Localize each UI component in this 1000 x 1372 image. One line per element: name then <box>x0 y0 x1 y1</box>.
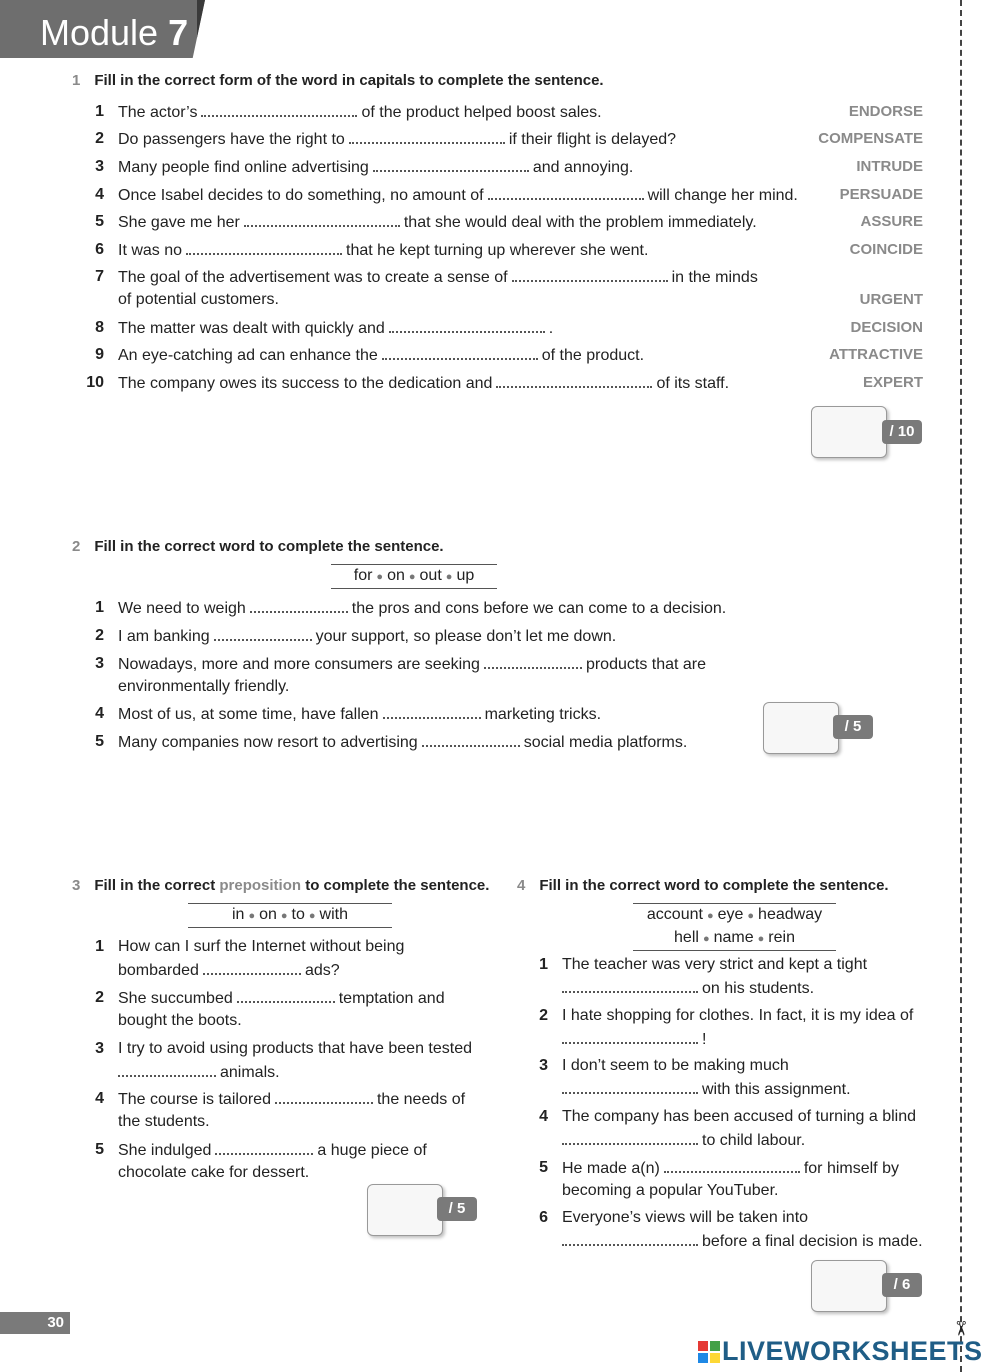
answer-blank[interactable] <box>118 1063 216 1077</box>
capital-word: COMPENSATE <box>818 130 923 147</box>
capital-word: ENDORSE <box>848 103 923 120</box>
capital-word: DECISION <box>850 319 923 336</box>
capital-word: PERSUADE <box>839 186 923 203</box>
page-number: 30 <box>0 1312 70 1334</box>
answer-blank[interactable] <box>215 1141 313 1155</box>
list-item: 7 The goal of the advertisement was to create a sense of in the minds of potential customers. URGENT <box>95 268 923 308</box>
answer-blank[interactable] <box>373 158 529 172</box>
answer-blank[interactable] <box>422 733 520 747</box>
answer-blank[interactable] <box>488 186 644 200</box>
ex2-instruction: 2 Fill in the correct word to complete the sentence. <box>72 538 444 555</box>
score-total: / 5 <box>437 1197 477 1221</box>
word-bank: for ● on ● out ● up <box>331 564 497 589</box>
answer-blank[interactable] <box>383 705 481 719</box>
capital-word: EXPERT <box>862 374 923 391</box>
capital-word: ATTRACTIVE <box>829 346 923 363</box>
answer-blank[interactable] <box>203 961 301 975</box>
answer-blank[interactable] <box>562 1232 698 1246</box>
score-total: / 5 <box>833 715 873 739</box>
scissors-icon: ✂ <box>948 1320 971 1337</box>
ex4-instruction: 4 Fill in the correct word to complete the sentence. <box>517 877 889 894</box>
liveworksheets-logo[interactable]: LIVEWORKSHEETS <box>698 1336 983 1367</box>
score-input[interactable] <box>367 1184 443 1236</box>
answer-blank[interactable] <box>244 213 400 227</box>
answer-blank[interactable] <box>484 655 582 669</box>
cut-line <box>960 0 962 1372</box>
answer-blank[interactable] <box>237 989 335 1003</box>
module-title: Module 7 <box>40 12 189 53</box>
answer-blank[interactable] <box>186 241 342 255</box>
capital-word: ASSURE <box>860 213 923 230</box>
capital-word: INTRUDE <box>856 158 923 175</box>
answer-blank[interactable] <box>250 599 348 613</box>
ex3-instruction: 3 Fill in the correct preposition to complete the sentence. <box>72 877 490 894</box>
answer-blank[interactable] <box>664 1159 800 1173</box>
answer-blank[interactable] <box>389 319 545 333</box>
score-input[interactable] <box>811 1260 887 1312</box>
answer-blank[interactable] <box>214 627 312 641</box>
word-bank: account ● eye ● headway hell ● name ● rein <box>633 903 836 951</box>
answer-blank[interactable] <box>275 1090 373 1104</box>
answer-blank[interactable] <box>201 103 357 117</box>
answer-blank[interactable] <box>496 374 652 388</box>
capital-word: COINCIDE <box>849 241 923 258</box>
score-total: / 10 <box>882 420 922 444</box>
answer-blank[interactable] <box>382 346 538 360</box>
answer-blank[interactable] <box>349 130 505 144</box>
answer-blank[interactable] <box>512 268 668 282</box>
score-total: / 6 <box>882 1273 922 1297</box>
liveworksheets-logo-icon <box>698 1341 720 1363</box>
score-input[interactable] <box>763 702 839 754</box>
answer-blank[interactable] <box>562 1030 698 1044</box>
capital-word: URGENT <box>859 291 923 308</box>
answer-blank[interactable] <box>562 1131 698 1145</box>
score-input[interactable] <box>811 406 887 458</box>
answer-blank[interactable] <box>562 979 698 993</box>
ex1-instruction: 1 Fill in the correct form of the word in capitals to complete the sentence. <box>72 72 604 89</box>
word-bank: in ● on ● to ● with <box>188 903 392 928</box>
answer-blank[interactable] <box>562 1080 698 1094</box>
